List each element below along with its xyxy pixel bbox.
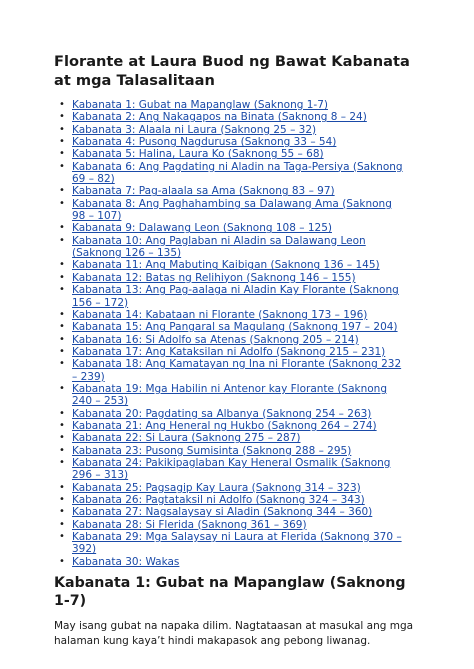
toc-link[interactable]: Kabanata 6: Ang Pagdating ni Aladin na Taga-Persiya (Saknong 69 – 82) bbox=[72, 160, 403, 186]
toc-link[interactable]: Kabanata 11: Ang Mabuting Kaibigan (Saknong 136 – 145) bbox=[72, 259, 380, 272]
toc-item bbox=[72, 358, 406, 383]
toc-item bbox=[72, 124, 406, 136]
toc-item bbox=[72, 445, 406, 457]
toc-link[interactable]: Kabanata 5: Halina, Laura Ko (Saknong 55 – 68) bbox=[72, 148, 324, 161]
toc-link[interactable]: Kabanata 12: Batas ng Relihiyon (Saknong 146 – 155) bbox=[72, 271, 356, 284]
toc-item bbox=[72, 531, 406, 556]
toc-link[interactable]: Kabanata 24: Pakikipaglaban Kay Heneral Osmalik (Saknong 296 – 313) bbox=[72, 456, 391, 482]
toc-link[interactable]: Kabanata 30: Wakas bbox=[72, 555, 180, 568]
toc-link[interactable]: Kabanata 7: Pag-alaala sa Ama (Saknong 83 – 97) bbox=[72, 185, 335, 198]
toc-link[interactable]: Kabanata 27: Nagsalaysay si Aladin (Saknong 344 – 360) bbox=[72, 506, 373, 519]
toc-item bbox=[72, 259, 406, 271]
toc-link[interactable]: Kabanata 25: Pagsagip Kay Laura (Saknong 314 – 323) bbox=[72, 481, 361, 494]
section-heading: Kabanata 1: Gubat na Mapanglaw (Saknong 1-7) bbox=[54, 575, 406, 610]
toc-item bbox=[72, 99, 406, 111]
toc-link[interactable]: Kabanata 20: Pagdating sa Albanya (Saknong 254 – 263) bbox=[72, 407, 372, 420]
toc-item bbox=[72, 148, 406, 160]
toc-item bbox=[72, 383, 406, 408]
toc-link[interactable]: Kabanata 8: Ang Paghahambing sa Dalawang Ama (Saknong 98 – 107) bbox=[72, 197, 392, 223]
toc-link[interactable]: Kabanata 29: Mga Salaysay ni Laura at Flerida (Saknong 370 – 392) bbox=[72, 531, 402, 556]
toc-item bbox=[72, 334, 406, 346]
toc-item bbox=[72, 272, 406, 284]
toc-link[interactable]: Kabanata 14: Kabataan ni Florante (Saknong 173 – 196) bbox=[72, 308, 368, 321]
toc-item bbox=[72, 309, 406, 321]
toc-item bbox=[72, 111, 406, 123]
toc-item bbox=[72, 198, 406, 223]
toc-item bbox=[72, 457, 406, 482]
toc-link[interactable]: Kabanata 19: Mga Habilin ni Antenor kay Florante (Saknong 240 – 253) bbox=[72, 382, 387, 408]
toc-item bbox=[72, 408, 406, 420]
toc-link[interactable]: Kabanata 9: Dalawang Leon (Saknong 108 – 125) bbox=[72, 222, 332, 235]
toc-link[interactable]: Kabanata 4: Pusong Nagdurusa (Saknong 33 – 54) bbox=[72, 136, 337, 149]
toc-item bbox=[72, 235, 406, 260]
toc-link[interactable]: Kabanata 22: Si Laura (Saknong 275 – 287) bbox=[72, 432, 301, 445]
toc-link[interactable]: Kabanata 2: Ang Nakagapos na Binata (Saknong 8 – 24) bbox=[72, 111, 367, 124]
toc-item bbox=[72, 321, 406, 333]
toc-item bbox=[72, 284, 406, 309]
toc-item bbox=[72, 519, 406, 531]
toc-item bbox=[72, 506, 406, 518]
toc-link[interactable]: Kabanata 26: Pagtataksil ni Adolfo (Saknong 324 – 343) bbox=[72, 494, 365, 506]
toc-item bbox=[72, 346, 406, 358]
toc-link[interactable]: Kabanata 17: Ang Kataksilan ni Adolfo (Saknong 215 – 231) bbox=[72, 345, 386, 358]
toc-link[interactable]: Kabanata 1: Gubat na Mapanglaw (Saknong 1-7) bbox=[72, 99, 328, 111]
toc-item bbox=[72, 482, 406, 494]
toc-item bbox=[72, 136, 406, 148]
toc-link[interactable]: Kabanata 16: Si Adolfo sa Atenas (Saknong 205 – 214) bbox=[72, 333, 359, 346]
document-title: Florante at Laura Buod ng Bawat Kabanata at mga Talasalitaan bbox=[54, 53, 410, 89]
toc-item bbox=[72, 185, 406, 197]
toc-link[interactable]: Kabanata 28: Si Flerida (Saknong 361 – 369) bbox=[72, 518, 307, 531]
toc-item bbox=[72, 161, 406, 186]
toc-link[interactable]: Kabanata 13: Ang Pag-aalaga ni Aladin Kay Florante (Saknong 156 – 172) bbox=[72, 284, 399, 309]
toc-link[interactable]: Kabanata 23: Pusong Sumisinta (Saknong 288 – 295) bbox=[72, 444, 352, 457]
toc-item bbox=[72, 420, 406, 432]
toc-link[interactable]: Kabanata 10: Ang Paglaban ni Aladin sa Dalawang Leon (Saknong 126 – 135) bbox=[72, 234, 366, 260]
toc-link[interactable]: Kabanata 18: Ang Kamatayan ng Ina ni Florante (Saknong 232 – 239) bbox=[72, 358, 402, 383]
toc-item bbox=[72, 222, 406, 234]
section-body-paragraph: May isang gubat na napaka dilim. Nagtataasan at masukal ang mga halaman kung kaya’t hindi makapasok ang pebong liwanag. bbox=[54, 620, 414, 648]
table-of-contents bbox=[54, 99, 420, 568]
toc-item bbox=[72, 494, 406, 506]
toc-link[interactable]: Kabanata 21: Ang Heneral ng Hukbo (Saknong 264 – 274) bbox=[72, 419, 377, 432]
toc-link[interactable]: Kabanata 15: Ang Pangaral sa Magulang (Saknong 197 – 204) bbox=[72, 321, 398, 334]
toc-item bbox=[72, 432, 406, 444]
toc-item bbox=[72, 556, 406, 568]
toc-link[interactable]: Kabanata 3: Alaala ni Laura (Saknong 25 – 32) bbox=[72, 123, 317, 136]
